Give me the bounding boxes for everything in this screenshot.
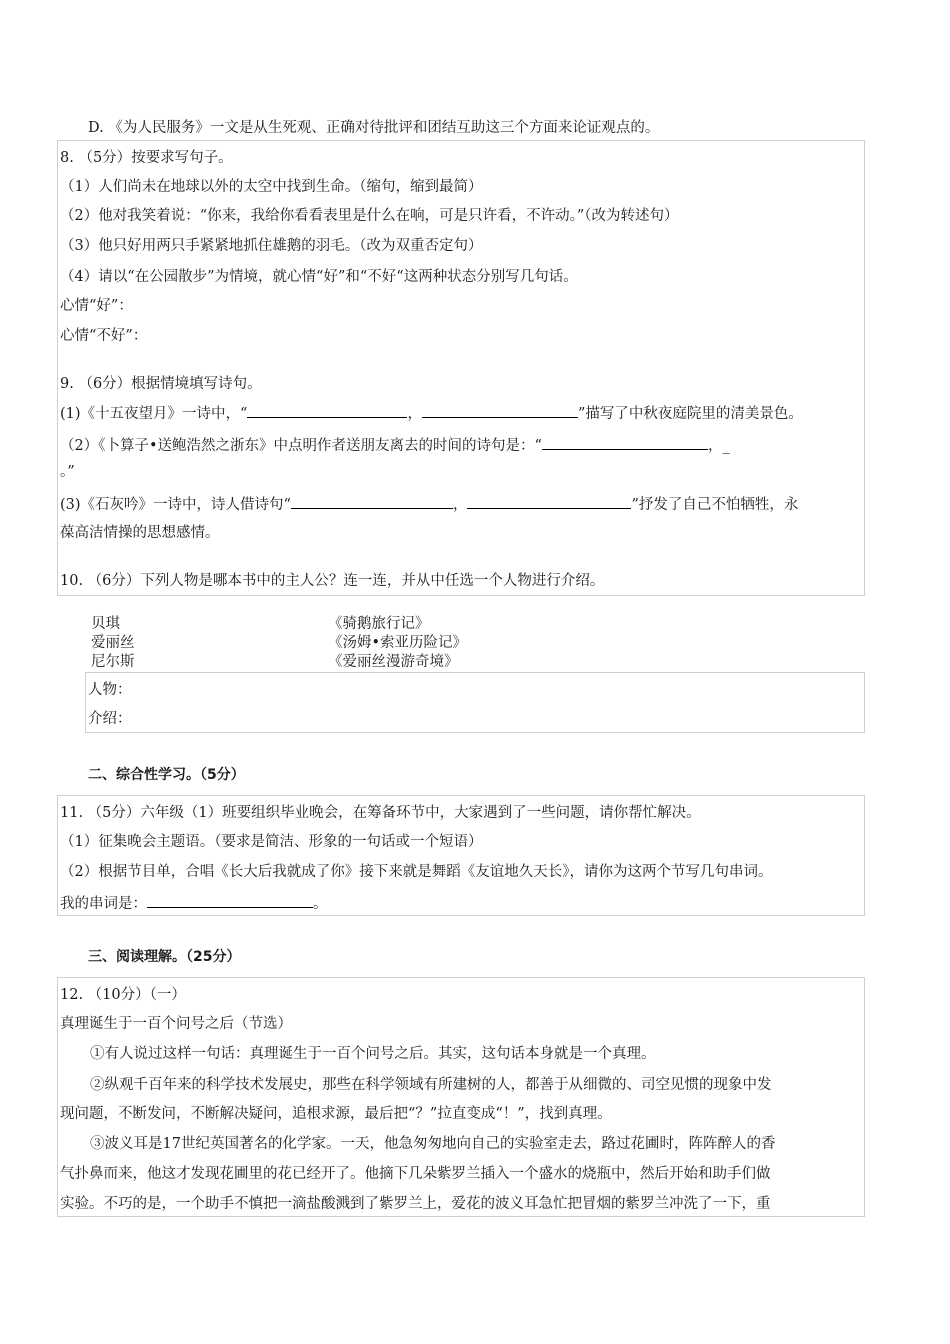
q9-p2-end: 。” xyxy=(60,464,75,480)
q12-stem: 12. （10分）（一） xyxy=(60,987,186,1003)
q9-p1-blank-1[interactable] xyxy=(247,403,407,418)
q9-p2-text-a: （2）《卜算子•送鲍浩然之浙东》中点明作者送朋友离去的时间的诗句是：“ xyxy=(60,438,542,454)
q9-part-2 xyxy=(60,435,730,456)
q9-p3-text-b: ”抒发了自己不怕牺牲，永 xyxy=(631,497,799,513)
q8-mood-good: 心情“好”： xyxy=(60,298,133,314)
q9-p1-text-a: (1)《十五夜望月》一诗中，“ xyxy=(60,406,248,422)
q10-answer-box xyxy=(85,672,865,733)
q11-answer-end: 。 xyxy=(313,896,328,912)
q9-p2-text-b: ，_ xyxy=(707,438,730,454)
q9-part-3 xyxy=(60,494,798,515)
q11-stem: 11. （5分）六年级（1）班要组织毕业晚会，在筹备环节中，大家遇到了一些问题，请你帮忙解决。 xyxy=(60,805,701,821)
q9-p3-text-a: (3)《石灰吟》一诗中，诗人借诗句“ xyxy=(60,497,291,513)
q10-character-2: 爱丽丝 xyxy=(91,635,135,651)
q12-paragraph-3-line-1: ③波义耳是17世纪英国著名的化学家。一天，他急匆匆地向自己的实验室走去，路过花圃时，阵阵醉人的香 xyxy=(90,1136,776,1152)
q8-stem: 8. （5分）按要求写句子。 xyxy=(60,150,233,166)
q9-part-1 xyxy=(60,403,803,424)
q12-paragraph-3-line-2: 气扑鼻而来，他这才发现花圃里的花已经开了。他摘下几朵紫罗兰插入一个盛水的烧瓶中，然后开始和助手们做 xyxy=(60,1166,771,1182)
q9-p1-blank-2[interactable] xyxy=(422,403,578,418)
q10-person-label: 人物： xyxy=(88,682,132,698)
q10-character-3: 尼尔斯 xyxy=(91,654,135,670)
q8-mood-bad: 心情“不好”： xyxy=(60,328,148,344)
q11-item-1: （1）征集晚会主题语。（要求是简洁、形象的一句话或一个短语） xyxy=(60,834,483,850)
q11-answer-line xyxy=(60,893,328,914)
q12-paragraph-1: ①有人说过这样一句话：真理诞生于一百个问号之后。其实，这句话本身就是一个真理。 xyxy=(90,1046,656,1062)
q9-p1-text-b: ”描写了中秋夜庭院里的清美景色。 xyxy=(577,406,803,422)
q11-answer-label: 我的串词是： xyxy=(60,896,147,912)
q9-p3-blank-1[interactable] xyxy=(291,494,453,509)
q10-book-3: 《爱丽丝漫游奇境》 xyxy=(328,654,459,670)
q10-book-2: 《汤姆•索亚历险记》 xyxy=(328,635,468,651)
q10-character-1: 贝琪 xyxy=(91,616,120,632)
q9-p2-blank-1[interactable] xyxy=(542,435,708,450)
q9-p3-blank-2[interactable] xyxy=(467,494,631,509)
q12-paragraph-2-line-1: ②纵观千百年来的科学技术发展史，那些在科学领域有所建树的人，都善于从细微的、司空见惯的现象中发 xyxy=(90,1077,772,1093)
q8-item-3: （3）他只好用两只手紧紧地抓住雄鹅的羽毛。（改为双重否定句） xyxy=(60,238,483,254)
q12-paragraph-2-line-2: 现问题，不断发问，不断解决疑问，追根求源，最后把“？”拉直变成“！”，找到真理。 xyxy=(60,1106,612,1122)
q12-paragraph-3-line-3: 实验。不巧的是，一个助手不慎把一滴盐酸溅到了紫罗兰上，爱花的波义耳急忙把冒烟的紫罗兰冲洗了一下，重 xyxy=(60,1196,771,1212)
q9-p3-end: 葆高洁情操的思想感情。 xyxy=(60,525,220,541)
q12-article-title: 真理诞生于一百个问号之后（节选） xyxy=(60,1016,292,1032)
q8-item-4: （4）请以“在公园散步”为情境，就心情“好”和“不好“这两种状态分别写几句话。 xyxy=(60,269,578,285)
q11-item-2: （2）根据节目单，合唱《长大后我就成了你》接下来就是舞蹈《友谊地久天长》，请你为这两个节写几句串词。 xyxy=(60,864,773,880)
q9-stem: 9. （6分）根据情境填写诗句。 xyxy=(60,376,262,392)
q10-book-1: 《骑鹅旅行记》 xyxy=(328,616,430,632)
q7-option-d: D. 《为人民服务》一文是从生死观、正确对待批评和团结互助这三个方面来论证观点的。 xyxy=(88,120,660,136)
q8-item-1: （1）人们尚未在地球以外的太空中找到生命。（缩句，缩到最简） xyxy=(60,179,483,195)
section-2-title: 二、综合性学习。（5分） xyxy=(88,767,245,783)
q8-item-2: （2）他对我笑着说：“你来，我给你看看表里是什么在响，可是只许看，不许动。”（改为转述句） xyxy=(60,208,679,224)
q11-answer-blank[interactable] xyxy=(147,893,313,908)
q9-p3-sep: ， xyxy=(452,497,468,513)
section-3-title: 三、阅读理解。（25分） xyxy=(88,949,241,965)
q10-intro-label: 介绍： xyxy=(88,711,132,727)
q10-stem: 10. （6分）下列人物是哪本书中的主人公？连一连，并从中任选一个人物进行介绍。 xyxy=(60,573,605,589)
q9-p1-sep: ， xyxy=(407,406,422,422)
